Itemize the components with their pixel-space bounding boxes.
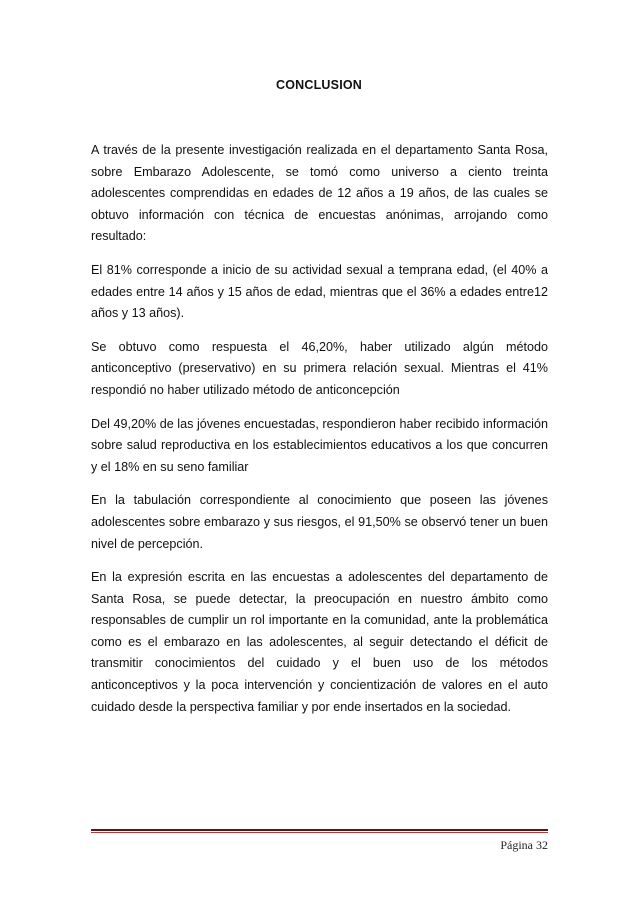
paragraph-risk-knowledge: En la tabulación correspondiente al conocimiento que poseen las jóvenes adolescentes sobre embarazo y sus riesgos, el 91,50% se observó tener un buen nivel de percepción. bbox=[91, 493, 548, 551]
page-title: CONCLUSION bbox=[275, 78, 363, 92]
paragraph-sexual-activity: El 81% corresponde a inicio de su actividad sexual a temprana edad, (el 40% a edades entre 14 años y 15 años de edad, mientras que el 36% a edades entre12 años y 13 años). bbox=[91, 262, 548, 321]
paragraph-reproductive-info: Del 49,20% de las jóvenes encuestadas, respondieron haber recibido información sobre salud reproductiva en los establecimientos educativos a los que concurren y el 18% en su seno familiar bbox=[91, 416, 548, 474]
body-text bbox=[91, 140, 548, 730]
footer-rule-dark bbox=[91, 829, 548, 831]
footer-rule-light bbox=[91, 832, 548, 833]
paragraph-written-expression: En la expresión escrita en las encuestas a adolescentes del departamento de Santa Rosa, se puede detectar, la preocupación en nuestro ámbito como responsables de cumplir un rol importante en la comunidad, ante la problemática como es el embarazo en las adolescentes, al seguir detectando el déficit de transmitir conocimientos del cuidado y el buen uso de los métodos anticonceptivos y la poca intervención y concientización de valores en el auto cuidado desde la perspectiva familiar y por ende insertados en la sociedad. bbox=[91, 570, 548, 714]
paragraph-intro: A través de la presente investigación realizada en el departamento Santa Rosa, sobre Embarazo Adolescente, se tomó como universo a ciento treinta adolescentes comprendidas en edades de 12 años a 19 años, de las cuales se obtuvo información con técnica de encuestas anónimas, arrojando como resultado: bbox=[91, 143, 548, 244]
page-number: Página 32 bbox=[500, 838, 548, 852]
paragraph-contraceptive-use: Se obtuvo como respuesta el 46,20%, haber utilizado algún método anticonceptivo (preservativo) en su primera relación sexual. Mientras el 41% respondió no haber utilizado método de anticoncepción bbox=[91, 339, 548, 397]
